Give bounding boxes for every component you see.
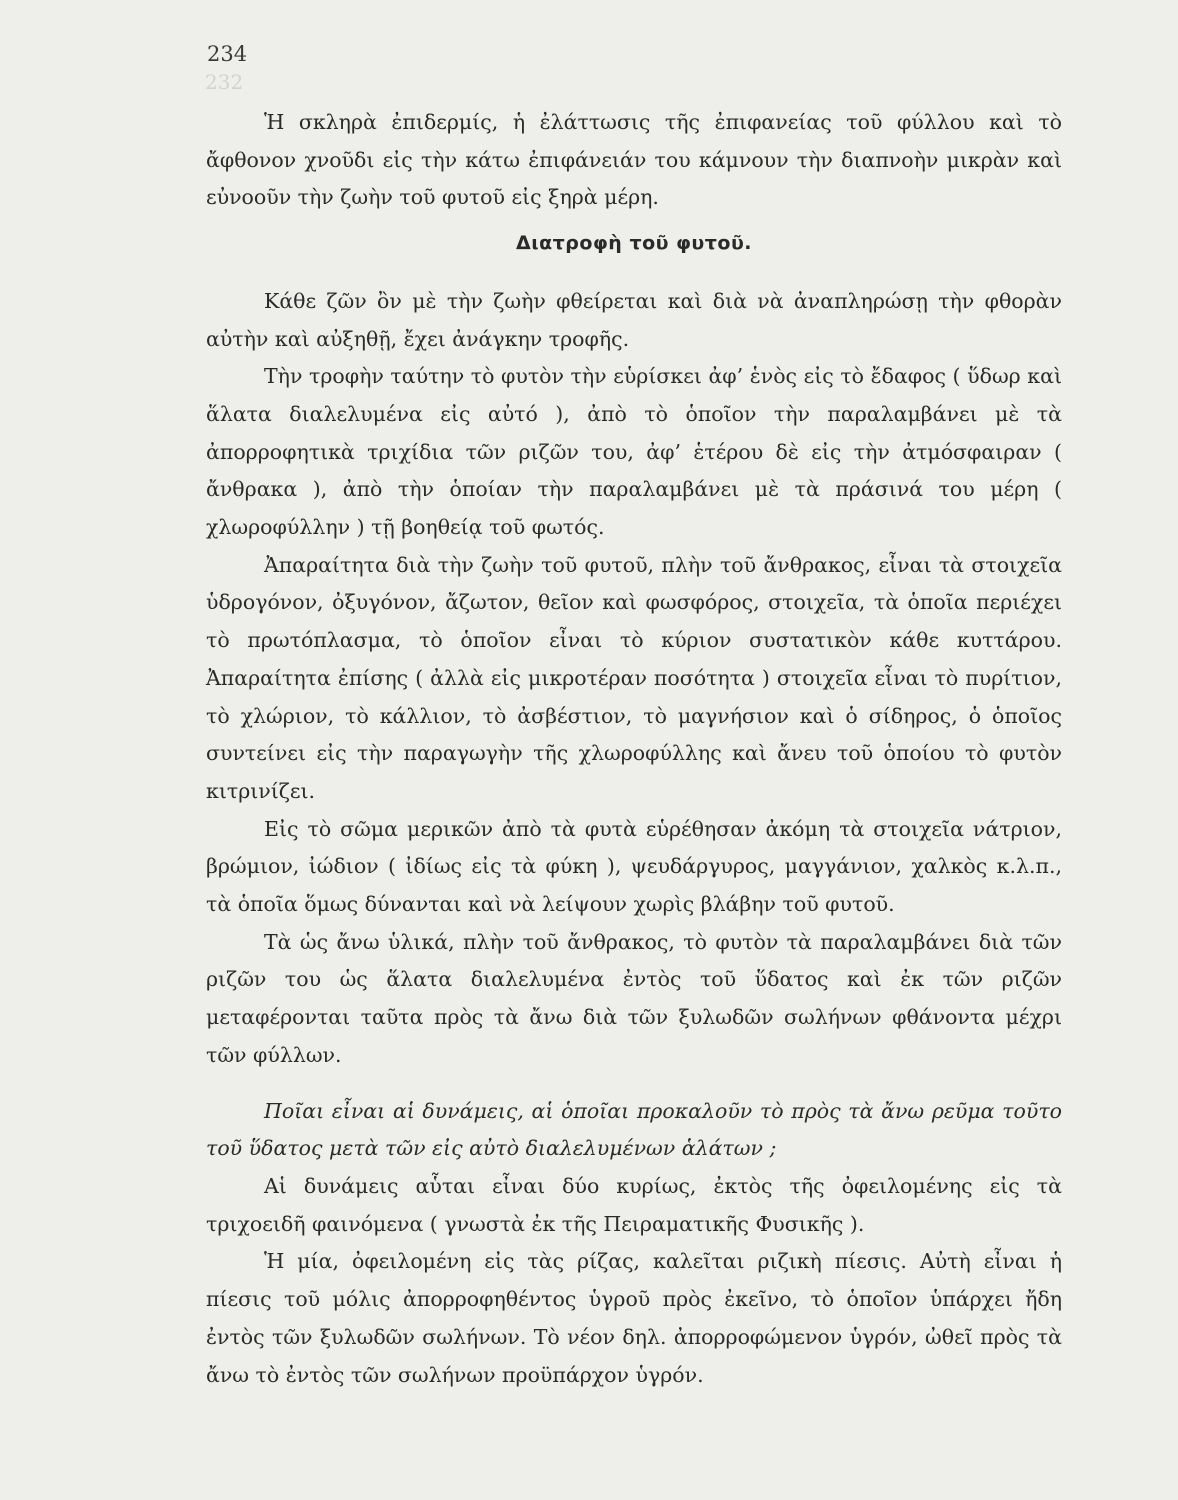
paragraph-food-sources: Τὴν τροφὴν ταύτην τὸ φυτὸν τὴν εὑρίσκει ἀφ’ ἑνὸς εἰς τὸ ἔδαφος ( ὕδωρ καὶ ἅλατα διαλελυμένα εἰς αὐτό ), ἀπὸ τὸ ὁποῖον τὴν παραλαμβάνει μὲ τὰ ἀπορροφητικὰ τριχίδια τῶν ριζῶν του, ἀφ’ ἑτέρου δὲ εἰς τὴν ἀτμόσφαιραν ( ἄνθρακα ), ἀπὸ τὴν ὁποίαν τὴν παραλαμβάνει μὲ τὰ πράσινά του μέρη ( χλωροφύλλην ) τῇ βοηθείᾳ τοῦ φωτός. xyxy=(206,364,1062,540)
paragraph-transport: Τὰ ὡς ἄνω ὑλικά, πλὴν τοῦ ἄνθρακος, τὸ φυτὸν τὰ παραλαμβάνει διὰ τῶν ριζῶν του ὡς ἅλατα διαλελυμένα ἐντὸς τοῦ ὕδατος καὶ ἐκ τῶν ριζῶν μεταφέρονται ταῦτα πρὸς τὰ ἄνω διὰ τῶν ξυλωδῶν σωλήνων φθάνοντα μέχρι τῶν φύλλων. xyxy=(206,929,1062,1067)
paragraph-leaf-adaptations: Ἡ σκληρὰ ἐπιδερμίς, ἡ ἐλάττωσις τῆς ἐπιφανείας τοῦ φύλλου καὶ τὸ ἄφθονον χνοῦδι εἰς τὴν κάτω ἐπιφάνειάν του κάμνουν τὴν διαπνοὴν μικρὰν καὶ εὐνοοῦν τὴν ζωὴν τοῦ φυτοῦ εἰς ξηρὰ μέρη. xyxy=(206,110,1062,210)
page-number: 234 xyxy=(207,42,248,66)
section-heading: Διατροφὴ τοῦ φυτοῦ. xyxy=(516,232,752,255)
paragraph-two-forces: Αἱ δυνάμεις αὗται εἶναι δύο κυρίως, ἐκτὸς τῆς ὀφειλομένης εἰς τὰ τριχοειδῆ φαινόμενα ( γνωστὰ ἐκ τῆς Πειραματικῆς Φυσικῆς ). xyxy=(206,1173,1062,1236)
paragraph-essential-elements: Ἀπαραίτητα διὰ τὴν ζωὴν τοῦ φυτοῦ, πλὴν τοῦ ἄνθρακος, εἶναι τὰ στοιχεῖα ὑδρογόνον, ὀξυγόνον, ἄζωτον, θεῖον καὶ φωσφόρος, στοιχεῖα, τὰ ὁποῖα περιέχει τὸ πρωτόπλασμα, τὸ ὁποῖον εἶναι τὸ κύριον συστατικὸν κάθε κυττάρου. Ἀπαραίτητα ἐπίσης ( ἀλλὰ εἰς μικροτέραν ποσότητα ) στοιχεῖα εἶναι τὸ πυρίτιον, τὸ χλώριον, τὸ κάλλιον, τὸ ἀσβέστιον, τὸ μαγνήσιον καὶ ὁ σίδηρος, ὁ ὁποῖος συντείνει εἰς τὴν παραγωγὴν τῆς χλωροφύλλης καὶ ἄνευ τοῦ ὁποίου τὸ φυτὸν κιτρινίζει. xyxy=(206,552,1062,803)
question-paragraph: Ποῖαι εἶναι αἱ δυνάμεις, αἱ ὁποῖαι προκαλοῦν τὸ πρὸς τὰ ἄνω ρεῦμα τοῦτο τοῦ ὕδατος μετὰ τῶν εἰς αὐτὸ διαλελυμένων ἁλάτων ; xyxy=(206,1098,1062,1161)
page-body xyxy=(206,104,1062,1394)
paragraph-other-elements: Εἰς τὸ σῶμα μερικῶν ἀπὸ τὰ φυτὰ εὑρέθησαν ἀκόμη τὰ στοιχεῖα νάτριον, βρώμιον, ἰώδιον ( ἰδίως εἰς τὰ φύκη ), ψευδάργυρος, μαγγάνιον, χαλκὸς κ.λ.π., τὰ ὁποῖα ὅμως δύνανται καὶ νὰ λείψουν χωρὶς βλάβην τοῦ φυτοῦ. xyxy=(206,816,1062,917)
bleed-through-page-number: 232 xyxy=(205,70,244,94)
paragraph-root-pressure: Ἡ μία, ὀφειλομένη εἰς τὰς ρίζας, καλεῖται ριζικὴ πίεσις. Αὐτὴ εἶναι ἡ πίεσις τοῦ μόλις ἀπορροφηθέντος ὑγροῦ πρὸς ἐκεῖνο, τὸ ὁποῖον ὑπάρχει ἤδη ἐντὸς τῶν ξυλωδῶν σωλήνων. Τὸ νέον δηλ. ἀπορροφώμενον ὑγρόν, ὠθεῖ πρὸς τὰ ἄνω τὸ ἐντὸς τῶν σωλήνων προϋπάρχον ὑγρόν. xyxy=(206,1249,1062,1387)
paragraph-need-for-food: Κάθε ζῶν ὂν μὲ τὴν ζωὴν φθείρεται καὶ διὰ νὰ ἀναπληρώσῃ τὴν φθορὰν αὐτὴν καὶ αὐξηθῇ, ἔχει ἀνάγκην τροφῆς. xyxy=(206,288,1062,351)
